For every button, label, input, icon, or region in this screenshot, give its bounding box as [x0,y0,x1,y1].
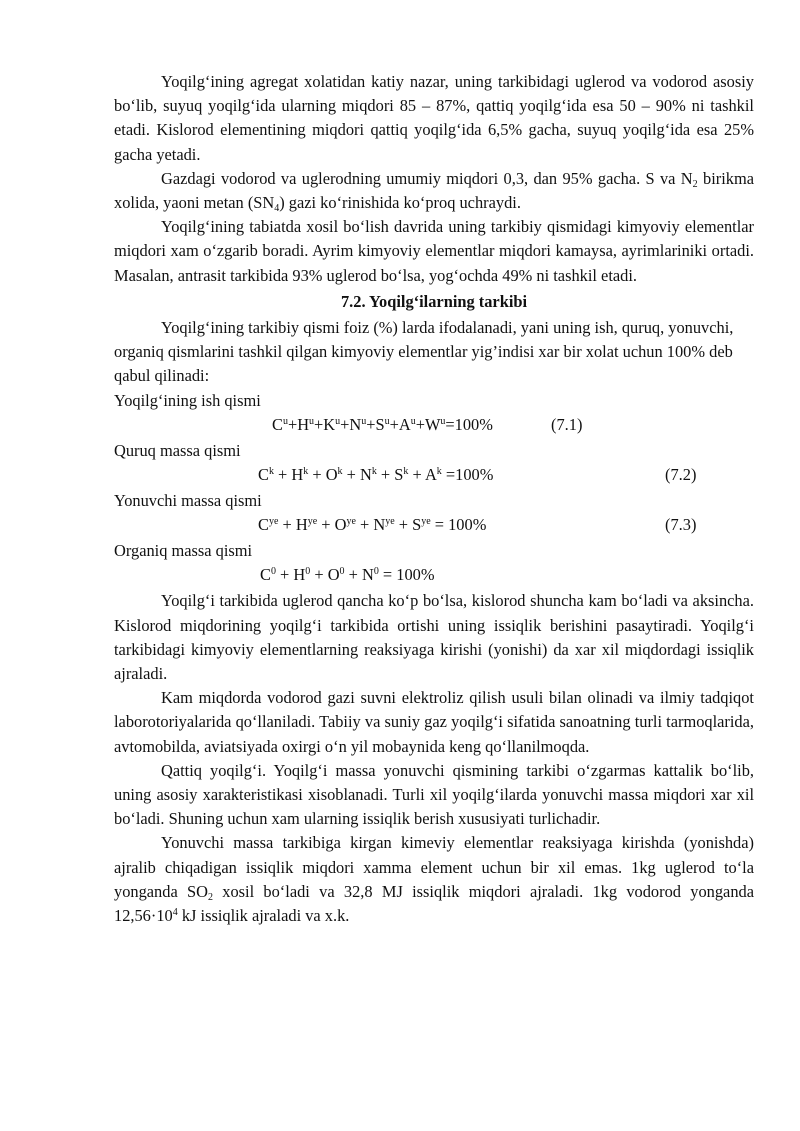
document-page [114,70,754,928]
formula-operator: + [376,465,395,485]
formula-operator: + [344,565,362,585]
formula-term: $N^{ye}$ [373,515,395,535]
formula-total: =100% [445,414,493,434]
formula-term: $S^{ye}$ [412,515,431,535]
formula-expression [258,513,486,537]
formula-operator: + [340,414,350,434]
formula-term: $S^u$ [375,414,390,434]
formula-operator: + [275,565,294,585]
formula-operator: + [308,465,326,485]
formula-term: $N^0$ [361,565,379,585]
paragraph-hydrogen: Kam miqdorda vodorod gazi suvni elektroliz qilish usuli bilan olinadi va ilmiy tadqiqot laborotoriyalarida qo‘llaniladi. Tabiiy va suniy gaz yoqilg‘i sifatida sanoatning turli tarmoqlarida, avtomobilda, aviatsiyada oxirgi o‘n yil mobaynida keng qo‘llanilmoqda. [114,688,754,756]
formula-7-3 [114,513,754,539]
formula-7-2 [114,463,754,489]
formula-term: $C^k$ [258,465,274,485]
formula-operator: + [317,515,335,535]
formula-label-dry: Quruq massa qismi [114,440,241,460]
paragraph-carbon-oxygen: Yoqilg‘i tarkibida uglerod qancha ko‘p bo‘lsa, kislorod shuncha kam bo‘ladi va aksincha. Kislorod miqdorining yoqilg‘i tarkibida ortishi uning issiqlik berishini pasaytiradi. Yoqilg‘i tarkibidagi kimyoviy elementlarning reaksiyaga kirishi (yonishi) da xar xil miqdordagi issiqlik ajraladi. [114,591,754,684]
formula-operator: + [342,465,360,485]
formula-operator: + [310,565,328,585]
formula-organic [114,563,754,589]
formula-operator: + [415,414,425,434]
formula-total: = 100% [378,565,435,585]
formula-term: $K^u$ [323,414,341,434]
formula-term: $A^u$ [398,414,416,434]
formula-term: $N^u$ [349,414,367,434]
formula-term: $H^{ye}$ [295,515,318,535]
formula-operator: + [366,414,376,434]
formula-term: $C^0$ [260,565,276,585]
formula-operator: + [278,515,296,535]
formula-operator: + [287,414,298,434]
formula-term: $O^0$ [327,565,345,585]
formula-number: (7.3) [665,515,697,535]
paragraph-fuel-composition: Yoqilg‘ining agregat xolatidan katiy nazar, uning tarkibidagi uglerod va vodorod asosiy bo‘lib, suyuq yoqilg‘ida ularning miqdori 85 – 87%, qattiq yoqilg‘ida esa 50 – 90% ni tashkil etadi. Kislorod elementining miqdori qattiq yoqilg‘ida 6,5% gacha, suyuq yoqilg‘ida esa 25% gacha yetadi. [114,72,754,164]
formula-expression [272,413,493,437]
formula-term: $A^k$ [424,465,442,485]
formula-term: $C^u$ [272,414,288,434]
formula-label-working: Yoqilg‘ining ish qismi [114,390,261,410]
formula-term: $H^0$ [293,565,311,585]
formula-operator: + [314,414,324,434]
formula-operator: + [394,515,413,535]
formula-operator: + [408,465,425,485]
paragraph-combustion-heat: Yonuvchi massa tarkibiga kirgan kimeviy elementlar reaksiyaga kirishda (yonishda) ajralib chiqadigan issiqlik miqdori xamma element uchun bir xil emas. 1kg uglerod to‘la yonganda $SO_2$ xosil bo‘ladi va 32,8 MJ issiqlik miqdori ajraladi. 1kg vodorod yonganda $12,56\cdot 10^4$ kJ issiqlik ajraladi va x.k. [114,833,754,926]
formula-term: $O^k$ [325,465,343,485]
formula-label-combustible: Yonuvchi massa qismi [114,491,262,511]
section-heading: 7.2. Yoqilg‘ilarning tarkibi [340,291,528,311]
formula-total: = 100% [430,515,487,535]
formula-term: $H^k$ [291,465,309,485]
paragraph-percent-intro: Yoqilg‘ining tarkibiy qismi foiz (%) larda ifodalanadi, yani uning ish, quruq, yonuvchi, organiq qismlarini tashkil qilgan kimyoviy elementlar yig’indisi xar bir xolat uchun 100% deb qabul qilinadi: [114,318,734,386]
formula-expression [258,463,493,487]
formula-term: $H^u$ [297,414,315,434]
formula-label-organic: Organiq massa qismi [114,541,253,561]
formula-expression [260,563,435,587]
formula-7-1 [114,413,754,439]
formula-number: (7.1) [551,414,583,434]
paragraph-gas-content: Gazdagi vodorod va uglerodning umumiy miqdori 0,3, dan 95% gacha. S va $N_2$ birikma xolida, yaoni metan $(SN_4)$ gazi ko‘rinishida ko‘proq uchraydi. [114,168,754,215]
formula-operator: + [273,465,292,485]
formula-term: $O^{ye}$ [334,515,356,535]
paragraph-solid-fuel: Qattiq yoqilg‘i. Yoqilg‘i massa yonuvchi qismining tarkibi o‘zgarmas kattalik bo‘lib, uning asosiy xarakteristikasi xisoblanadi. Turli xil yoqilg‘ilarda yonuvchi massa miqdori xar xil bo‘ladi. Shuning uchun xam ularning issiqlik berish xususiyati turlichadir. [114,760,754,829]
formula-number: (7.2) [665,465,697,485]
formula-operator: + [389,414,399,434]
formula-term: $N^k$ [359,465,377,485]
paragraph-formation: Yoqilg‘ining tabiatda xosil bo‘lish davrida uning tarkibiy qismidagi kimyoviy elementlar miqdori xam o‘zgarib boradi. Ayrim kimyoviy elementlar miqdori kamaysa, ayrimlariniki ortadi. Masalan, antrasit tarkibida 93% uglerod bo‘lsa, yog‘ochda 49% ni tashkil etadi. [114,217,754,285]
formula-term: $C^{ye}$ [258,515,279,535]
formula-total: =100% [441,465,494,485]
formula-term: $W^u$ [424,414,446,434]
formula-term: $S^k$ [394,465,409,485]
formula-operator: + [355,515,374,535]
